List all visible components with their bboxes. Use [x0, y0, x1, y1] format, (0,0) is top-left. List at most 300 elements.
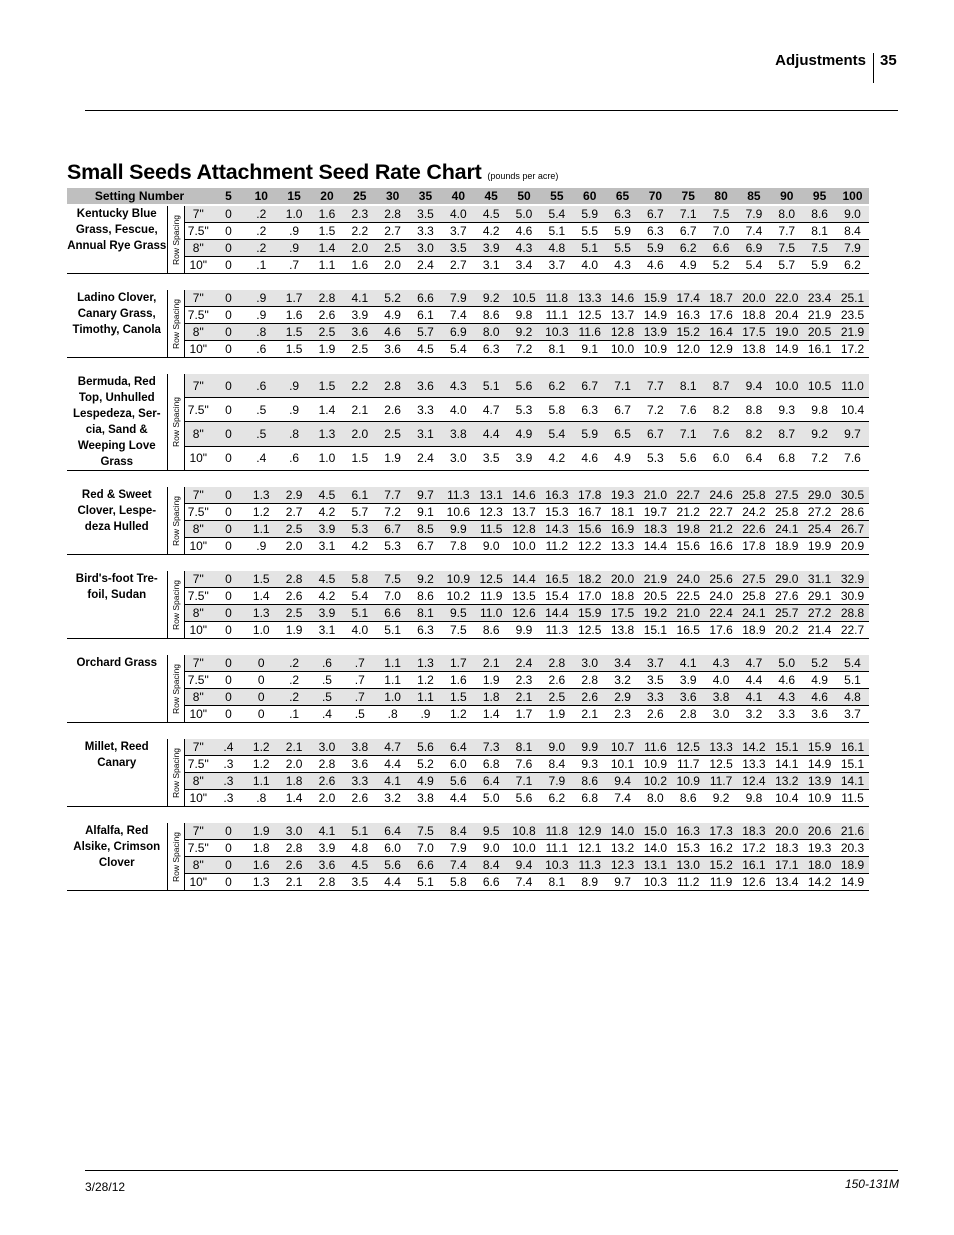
rate-cell: 5.9 [573, 422, 606, 446]
rate-cell: 4.0 [442, 398, 475, 422]
rate-cell: 18.3 [738, 823, 771, 840]
spacing-cell: 7.5" [184, 588, 212, 605]
rate-cell: 7.5 [376, 571, 409, 588]
rate-cell: 1.7 [442, 655, 475, 672]
rate-cell: 6.7 [573, 374, 606, 398]
rate-cell: 8.6 [475, 307, 508, 324]
rate-cell: 8.6 [409, 588, 442, 605]
rate-cell: 0 [212, 521, 245, 538]
rate-cell: 10.4 [770, 790, 803, 807]
rate-cell: 1.8 [278, 773, 311, 790]
rate-cell: 0 [212, 538, 245, 555]
spacing-cell: 7.5" [184, 307, 212, 324]
rate-cell: 15.6 [672, 538, 705, 555]
rate-cell: 10.9 [639, 756, 672, 773]
rate-cell: 8.1 [540, 341, 573, 358]
rate-cell: 14.4 [508, 571, 541, 588]
rate-cell: 4.2 [475, 223, 508, 240]
rate-cell: 9.4 [606, 773, 639, 790]
rate-cell: 4.5 [311, 571, 344, 588]
rate-cell: 1.1 [245, 773, 278, 790]
rate-cell: 15.2 [672, 324, 705, 341]
rate-cell: 6.4 [376, 823, 409, 840]
spacing-cell: 7.5" [184, 840, 212, 857]
setting-header: 30 [376, 188, 409, 205]
rate-cell: 2.6 [278, 857, 311, 874]
rate-cell: 4.6 [803, 689, 836, 706]
rate-cell: 10.0 [508, 538, 541, 555]
rate-cell: 3.8 [705, 689, 738, 706]
rate-cell: 5.9 [639, 240, 672, 257]
rate-cell: 4.5 [475, 205, 508, 223]
rate-cell: 7.9 [540, 773, 573, 790]
page-number: 35 [880, 52, 897, 69]
rate-cell: 2.6 [573, 689, 606, 706]
rate-cell: 7.0 [705, 223, 738, 240]
rate-cell: 5.9 [803, 257, 836, 274]
rate-cell: 3.5 [475, 446, 508, 470]
rate-cell: 14.2 [803, 874, 836, 891]
rate-cell: 13.3 [573, 290, 606, 307]
rate-cell: 3.0 [278, 823, 311, 840]
rate-cell: 13.9 [639, 324, 672, 341]
rate-cell: 25.8 [770, 504, 803, 521]
rate-cell: 2.5 [278, 605, 311, 622]
rate-cell: .5 [311, 672, 344, 689]
rate-cell: 4.9 [672, 257, 705, 274]
table-row [67, 538, 869, 555]
rate-cell: 6.7 [606, 398, 639, 422]
rate-cell: 17.3 [705, 823, 738, 840]
rate-cell: 1.8 [245, 840, 278, 857]
rate-cell: 4.0 [343, 622, 376, 639]
rate-cell: 6.7 [639, 422, 672, 446]
rate-cell: 10.5 [803, 374, 836, 398]
rate-cell: 16.1 [803, 341, 836, 358]
setting-header: 25 [343, 188, 376, 205]
rate-cell: 1.5 [278, 341, 311, 358]
rate-cell: 2.6 [376, 398, 409, 422]
rate-cell: 5.4 [836, 655, 869, 672]
rate-cell: 16.5 [672, 622, 705, 639]
rate-cell: 2.1 [573, 706, 606, 723]
table-row [67, 257, 869, 274]
rate-cell: .3 [212, 756, 245, 773]
rate-cell: 17.8 [573, 487, 606, 504]
rate-cell: 10.6 [442, 504, 475, 521]
rate-cell: 1.2 [245, 756, 278, 773]
rate-cell: 0 [212, 840, 245, 857]
setting-header: 90 [770, 188, 803, 205]
rate-cell: 12.9 [705, 341, 738, 358]
rate-cell: .7 [343, 672, 376, 689]
rate-cell: 2.1 [343, 398, 376, 422]
rate-cell: 3.7 [836, 706, 869, 723]
table-row [67, 672, 869, 689]
rate-cell: 2.4 [409, 446, 442, 470]
rate-cell: 7.1 [508, 773, 541, 790]
table-row [67, 487, 869, 504]
rate-cell: 10.3 [540, 324, 573, 341]
header-rule [85, 110, 898, 111]
rate-cell: 7.9 [836, 240, 869, 257]
rate-cell: 14.9 [639, 307, 672, 324]
rate-cell: 6.8 [573, 790, 606, 807]
group-spacer [67, 807, 869, 824]
rate-cell: 28.6 [836, 504, 869, 521]
setting-header: 55 [540, 188, 573, 205]
rate-cell: 13.4 [770, 874, 803, 891]
rate-cell: 1.4 [311, 398, 344, 422]
table-row [67, 521, 869, 538]
rate-cell: 2.0 [343, 422, 376, 446]
rate-cell: 13.1 [475, 487, 508, 504]
rate-cell: 10.9 [803, 790, 836, 807]
spacing-cell: 7.5" [184, 223, 212, 240]
rate-cell: 1.1 [409, 689, 442, 706]
rate-cell: 3.0 [573, 655, 606, 672]
rate-cell: 9.4 [508, 857, 541, 874]
setting-header: 35 [409, 188, 442, 205]
rate-cell: 0 [212, 655, 245, 672]
rate-cell: 10.3 [639, 874, 672, 891]
rate-cell: 5.1 [475, 374, 508, 398]
rate-cell: 16.1 [738, 857, 771, 874]
rate-cell: 14.3 [540, 521, 573, 538]
rate-cell: 1.3 [311, 422, 344, 446]
rate-cell: 2.6 [278, 588, 311, 605]
rate-cell: 18.8 [738, 307, 771, 324]
rate-cell: 5.0 [770, 655, 803, 672]
rate-cell: 4.0 [573, 257, 606, 274]
setting-header: 60 [573, 188, 606, 205]
rate-cell: 11.8 [540, 290, 573, 307]
spacing-cell: 7" [184, 205, 212, 223]
table-row [67, 790, 869, 807]
rate-cell: 0 [212, 588, 245, 605]
rate-cell: 6.4 [442, 739, 475, 756]
rate-cell: 5.1 [836, 672, 869, 689]
rate-cell: 8.0 [639, 790, 672, 807]
rate-cell: 2.1 [278, 739, 311, 756]
rate-cell: 8.1 [508, 739, 541, 756]
rate-cell: 20.4 [770, 307, 803, 324]
table-row [67, 689, 869, 706]
rate-cell: 9.8 [738, 790, 771, 807]
rate-cell: 3.9 [311, 605, 344, 622]
rate-cell: 4.4 [738, 672, 771, 689]
rate-cell: 1.4 [245, 588, 278, 605]
rate-cell: 3.9 [672, 672, 705, 689]
rate-cell: 11.0 [836, 374, 869, 398]
rate-cell: 12.4 [738, 773, 771, 790]
rate-cell: 3.8 [409, 790, 442, 807]
setting-header: 40 [442, 188, 475, 205]
rate-cell: 2.8 [540, 655, 573, 672]
spacer-cell [67, 807, 869, 824]
rate-cell: 22.7 [672, 487, 705, 504]
rate-cell: 21.2 [672, 504, 705, 521]
rate-cell: 9.2 [508, 324, 541, 341]
rate-cell: 0 [212, 706, 245, 723]
crop-name: Bird's-foot Tre-foil, Sudan [67, 571, 167, 639]
setting-header: 45 [475, 188, 508, 205]
rate-cell: 2.5 [311, 324, 344, 341]
rate-cell: 10.3 [540, 857, 573, 874]
rate-cell: .9 [278, 398, 311, 422]
rate-cell: 5.3 [376, 538, 409, 555]
rate-cell: 8.1 [672, 374, 705, 398]
rate-cell: 20.0 [738, 290, 771, 307]
rate-cell: 1.6 [245, 857, 278, 874]
rate-cell: 12.1 [573, 840, 606, 857]
rate-cell: 12.5 [705, 756, 738, 773]
rate-cell: 7.1 [672, 205, 705, 223]
rate-cell: .1 [278, 706, 311, 723]
rate-cell: 17.8 [738, 538, 771, 555]
chart-title-text: Small Seeds Attachment Seed Rate Chart [67, 160, 482, 184]
rate-cell: 15.1 [770, 739, 803, 756]
setting-header: 50 [508, 188, 541, 205]
rate-cell: 25.7 [770, 605, 803, 622]
rate-cell: 18.3 [639, 521, 672, 538]
rate-cell: 5.3 [343, 521, 376, 538]
rate-cell: 1.6 [278, 307, 311, 324]
rate-cell: 3.9 [311, 840, 344, 857]
rate-cell: .2 [245, 205, 278, 223]
rate-cell: 5.1 [409, 874, 442, 891]
rate-cell: 8.6 [573, 773, 606, 790]
rate-cell: 9.3 [770, 398, 803, 422]
rate-cell: 19.8 [672, 521, 705, 538]
rate-cell: 12.5 [573, 307, 606, 324]
rate-cell: 8.1 [409, 605, 442, 622]
setting-header: 20 [311, 188, 344, 205]
rate-cell: 5.7 [409, 324, 442, 341]
rate-cell: 6.7 [376, 521, 409, 538]
spacing-cell: 7" [184, 374, 212, 398]
rate-cell: 11.9 [475, 588, 508, 605]
rate-cell: 11.6 [639, 739, 672, 756]
table-row [67, 706, 869, 723]
rate-cell: 6.6 [475, 874, 508, 891]
rate-cell: 3.7 [540, 257, 573, 274]
rate-cell: 14.0 [606, 823, 639, 840]
row-spacing-text: Row Spacing [170, 579, 181, 630]
rate-cell: 9.2 [409, 571, 442, 588]
rate-cell: 6.7 [672, 223, 705, 240]
rate-cell: 24.0 [672, 571, 705, 588]
rate-cell: .4 [311, 706, 344, 723]
rate-cell: 18.0 [803, 857, 836, 874]
rate-cell: 14.4 [540, 605, 573, 622]
rate-cell: 1.7 [278, 290, 311, 307]
rate-cell: 7.0 [409, 840, 442, 857]
rate-cell: 4.6 [639, 257, 672, 274]
rate-cell: 5.6 [672, 446, 705, 470]
rate-cell: 4.5 [311, 487, 344, 504]
rate-cell: 29.1 [803, 588, 836, 605]
rate-cell: 8.4 [540, 756, 573, 773]
rate-cell: 9.8 [508, 307, 541, 324]
rate-cell: 9.0 [475, 538, 508, 555]
rate-cell: .2 [245, 240, 278, 257]
rate-cell: 17.2 [836, 341, 869, 358]
rate-cell: .3 [212, 773, 245, 790]
rate-cell: 16.1 [836, 739, 869, 756]
rate-cell: 9.2 [803, 422, 836, 446]
rate-cell: 16.7 [573, 504, 606, 521]
rate-cell: 2.2 [343, 374, 376, 398]
rate-cell: 5.6 [376, 857, 409, 874]
rate-cell: 1.9 [376, 446, 409, 470]
group-spacer [67, 639, 869, 656]
rate-cell: 24.1 [738, 605, 771, 622]
rate-cell: 20.5 [803, 324, 836, 341]
rate-cell: 5.1 [343, 605, 376, 622]
rate-cell: 10.9 [672, 773, 705, 790]
table-row [67, 205, 869, 223]
rate-cell: 5.2 [705, 257, 738, 274]
rate-cell: 4.4 [475, 422, 508, 446]
rate-cell: 9.9 [573, 739, 606, 756]
rate-cell: 11.2 [540, 538, 573, 555]
rate-cell: 2.5 [376, 422, 409, 446]
rate-cell: 5.6 [508, 790, 541, 807]
rate-cell: 15.6 [573, 521, 606, 538]
rate-cell: 21.9 [639, 571, 672, 588]
rate-cell: 2.3 [508, 672, 541, 689]
rate-cell: 3.1 [311, 538, 344, 555]
rate-cell: 9.9 [508, 622, 541, 639]
spacing-cell: 10" [184, 706, 212, 723]
rate-cell: 0 [212, 374, 245, 398]
rate-cell: 1.9 [278, 622, 311, 639]
rate-cell: 10.5 [508, 290, 541, 307]
spacing-cell: 8" [184, 773, 212, 790]
rate-cell: 0 [212, 672, 245, 689]
rate-cell: 1.4 [278, 790, 311, 807]
rate-cell: .9 [245, 307, 278, 324]
rate-cell: 11.2 [672, 874, 705, 891]
table-row [67, 739, 869, 756]
rate-cell: 0 [212, 240, 245, 257]
rate-cell: 5.1 [540, 223, 573, 240]
rate-cell: 11.7 [705, 773, 738, 790]
rate-cell: 3.7 [639, 655, 672, 672]
setting-header: 70 [639, 188, 672, 205]
rate-cell: .9 [278, 374, 311, 398]
rate-cell: 4.9 [409, 773, 442, 790]
rate-cell: 7.2 [803, 446, 836, 470]
rate-cell: 1.2 [245, 739, 278, 756]
rate-cell: 6.2 [672, 240, 705, 257]
rate-cell: 4.2 [343, 538, 376, 555]
spacer-cell [67, 471, 869, 488]
rate-cell: 12.5 [573, 622, 606, 639]
table-row [67, 324, 869, 341]
rate-cell: 1.9 [540, 706, 573, 723]
rate-cell: 6.7 [409, 538, 442, 555]
rate-cell: .6 [245, 374, 278, 398]
rate-cell: .2 [278, 672, 311, 689]
crop-name: Millet, Reed Canary [67, 739, 167, 807]
rate-cell: 0 [212, 223, 245, 240]
rate-cell: 9.5 [475, 823, 508, 840]
rate-cell: 7.2 [639, 398, 672, 422]
rate-cell: .9 [278, 240, 311, 257]
rate-cell: .5 [245, 422, 278, 446]
rate-cell: 12.0 [672, 341, 705, 358]
rate-cell: 15.3 [672, 840, 705, 857]
rate-cell: 4.2 [540, 446, 573, 470]
rate-cell: 1.8 [475, 689, 508, 706]
rate-cell: 17.5 [606, 605, 639, 622]
spacer-cell [67, 358, 869, 375]
rate-cell: 9.7 [836, 422, 869, 446]
rate-cell: 7.4 [606, 790, 639, 807]
rate-cell: 3.6 [343, 324, 376, 341]
rate-cell: 3.3 [639, 689, 672, 706]
rate-cell: 14.1 [836, 773, 869, 790]
rate-cell: 4.3 [442, 374, 475, 398]
rate-cell: 11.1 [540, 840, 573, 857]
row-spacing-text: Row Spacing [170, 495, 181, 546]
rate-cell: 2.6 [343, 790, 376, 807]
setting-number-header: Setting Number [67, 188, 212, 205]
rate-cell: 6.0 [705, 446, 738, 470]
units-label: (pounds per acre) [487, 171, 559, 181]
crop-name: Bermuda, Red Top, Unhulled Lespedeza, Ser-cia, Sand & Weeping Love Grass [67, 374, 167, 471]
rate-cell: 13.2 [606, 840, 639, 857]
rate-cell: 6.5 [606, 422, 639, 446]
rate-cell: .8 [245, 790, 278, 807]
rate-cell: 0 [245, 706, 278, 723]
rate-cell: 20.0 [606, 571, 639, 588]
rate-cell: 1.9 [311, 341, 344, 358]
rate-cell: 31.1 [803, 571, 836, 588]
rate-cell: 1.0 [245, 622, 278, 639]
rate-cell: 1.2 [409, 672, 442, 689]
rate-cell: 11.3 [540, 622, 573, 639]
crop-name: Alfalfa, Red Alsike, Crimson Clover [67, 823, 167, 891]
spacing-cell: 10" [184, 257, 212, 274]
rate-cell: 3.5 [639, 672, 672, 689]
spacing-cell: 7" [184, 823, 212, 840]
rate-cell: 10.0 [606, 341, 639, 358]
rate-cell: 5.4 [540, 422, 573, 446]
rate-cell: 18.3 [770, 840, 803, 857]
rate-cell: 0 [212, 324, 245, 341]
setting-header: 15 [278, 188, 311, 205]
spacing-cell: 8" [184, 422, 212, 446]
rate-cell: 10.2 [442, 588, 475, 605]
rate-cell: 0 [212, 689, 245, 706]
setting-header: 5 [212, 188, 245, 205]
rate-cell: 6.9 [738, 240, 771, 257]
rate-cell: 4.0 [705, 672, 738, 689]
row-spacing-label [167, 290, 184, 358]
rate-cell: 7.5 [442, 622, 475, 639]
rate-cell: 21.6 [836, 823, 869, 840]
rate-cell: 2.8 [311, 290, 344, 307]
rate-cell: .1 [245, 257, 278, 274]
spacing-cell: 8" [184, 605, 212, 622]
rate-cell: 28.8 [836, 605, 869, 622]
rate-cell: 4.9 [508, 422, 541, 446]
rate-cell: 8.6 [672, 790, 705, 807]
rate-cell: 7.8 [442, 538, 475, 555]
